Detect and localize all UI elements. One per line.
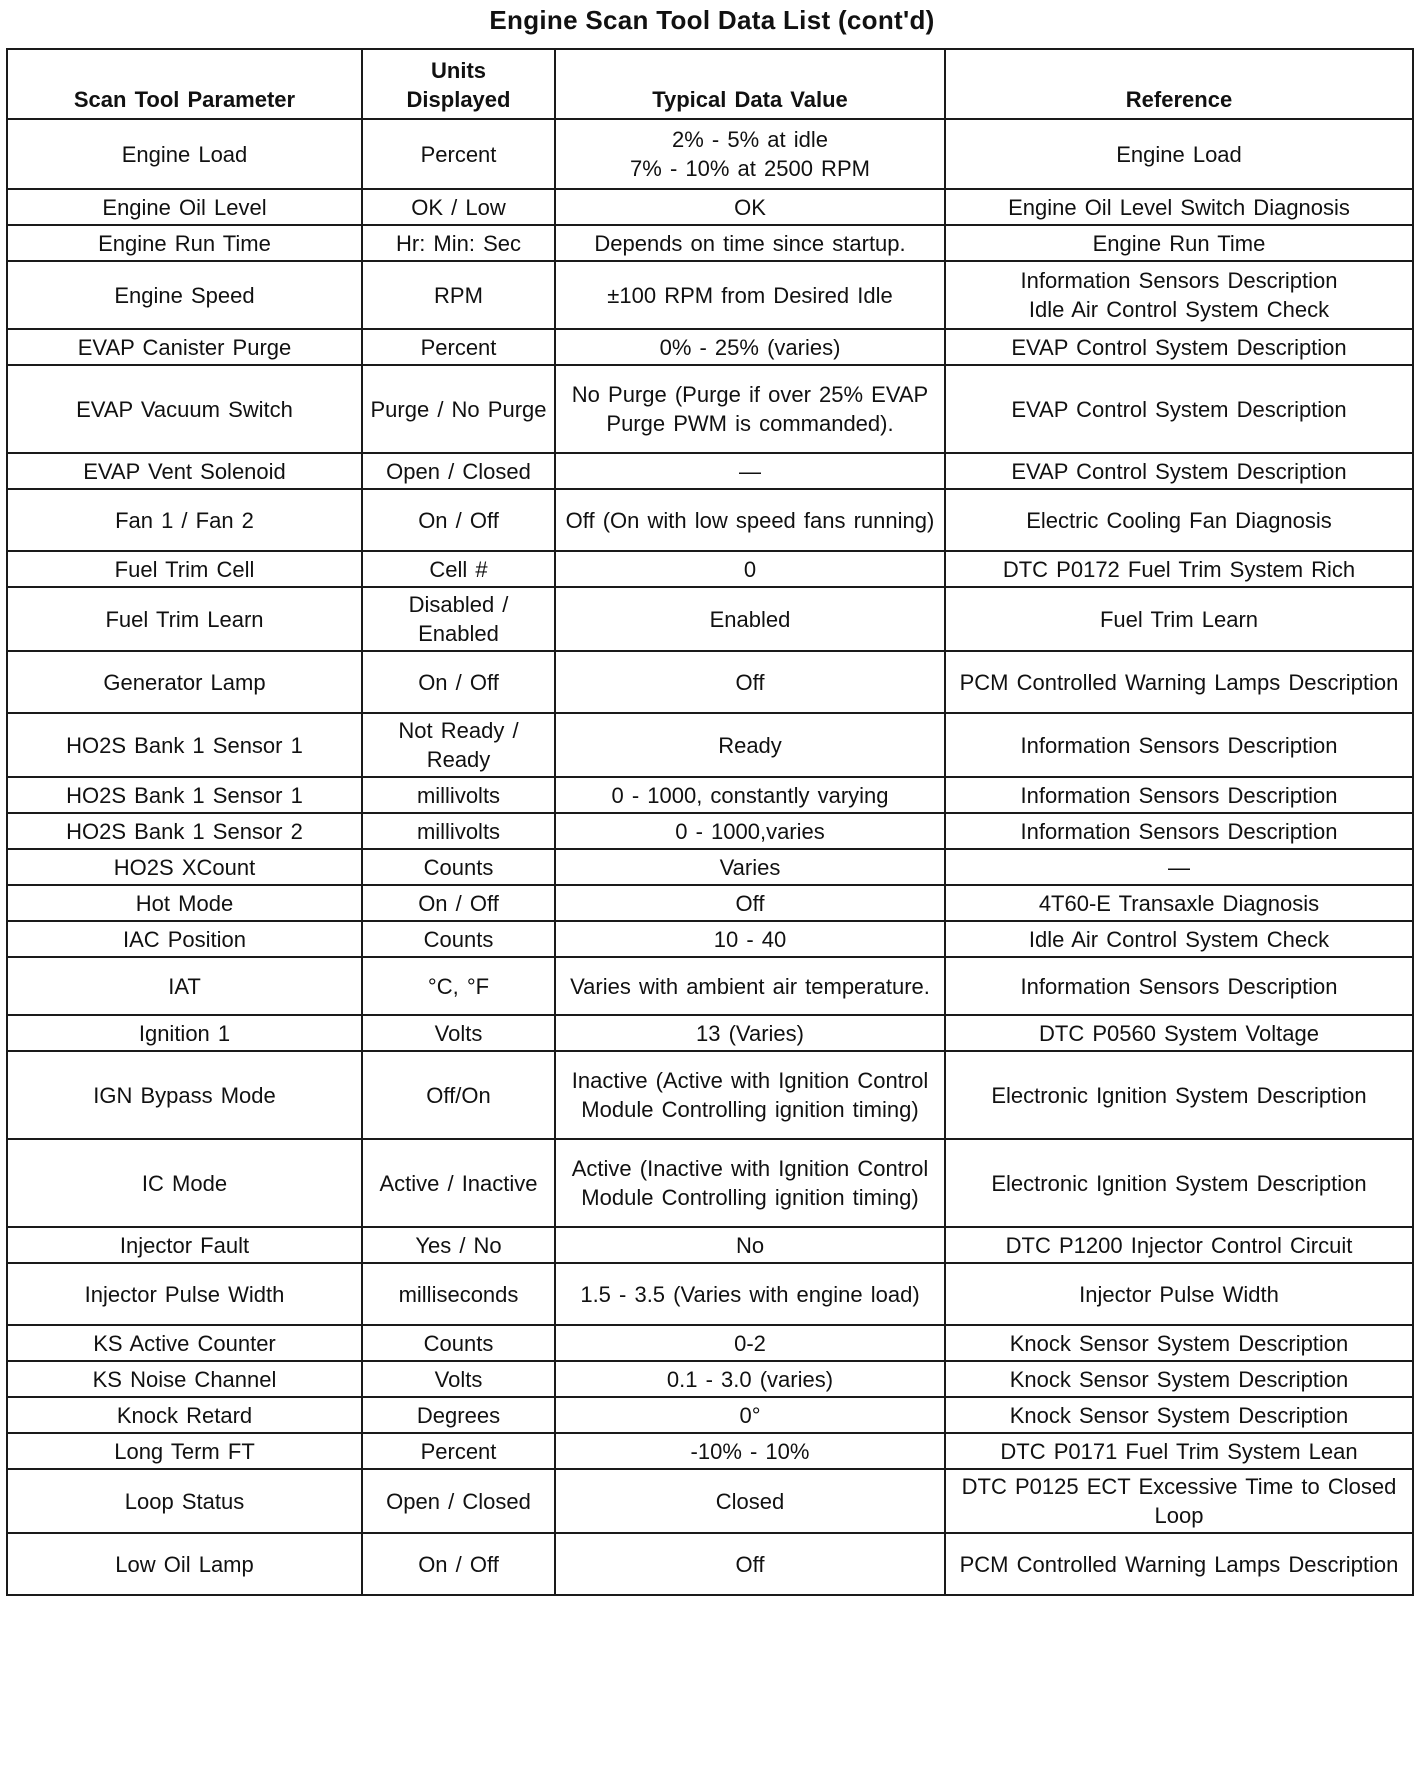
cell-reference: Engine Load	[945, 119, 1413, 189]
cell-units-displayed: On / Off	[362, 885, 555, 921]
cell-scan-tool-parameter: Engine Run Time	[7, 225, 362, 261]
scan-tool-data-table	[6, 48, 1414, 1596]
cell-reference: Information Sensors Description	[945, 957, 1413, 1015]
cell-typical-data-value: No Purge (Purge if over 25% EVAP Purge PWM is commanded).	[555, 365, 945, 453]
cell-typical-data-value: Inactive (Active with Ignition Control Module Controlling ignition timing)	[555, 1051, 945, 1139]
cell-reference: Information Sensors Description	[945, 813, 1413, 849]
cell-reference: DTC P0171 Fuel Trim System Lean	[945, 1433, 1413, 1469]
table-row	[7, 329, 1413, 365]
cell-scan-tool-parameter: Low Oil Lamp	[7, 1533, 362, 1595]
cell-reference: Injector Pulse Width	[945, 1263, 1413, 1325]
page-title: Engine Scan Tool Data List (cont'd)	[489, 5, 935, 35]
table-row	[7, 651, 1413, 713]
header-reference: Reference	[945, 49, 1413, 119]
cell-units-displayed: On / Off	[362, 489, 555, 551]
cell-scan-tool-parameter: Fan 1 / Fan 2	[7, 489, 362, 551]
cell-units-displayed: Cell #	[362, 551, 555, 587]
cell-reference: DTC P1200 Injector Control Circuit	[945, 1227, 1413, 1263]
cell-scan-tool-parameter: Knock Retard	[7, 1397, 362, 1433]
cell-typical-data-value: Varies with ambient air temperature.	[555, 957, 945, 1015]
cell-scan-tool-parameter: EVAP Vacuum Switch	[7, 365, 362, 453]
cell-typical-data-value: Off	[555, 1533, 945, 1595]
cell-typical-data-value: OK	[555, 189, 945, 225]
table-row	[7, 957, 1413, 1015]
cell-units-displayed: Yes / No	[362, 1227, 555, 1263]
cell-scan-tool-parameter: IGN Bypass Mode	[7, 1051, 362, 1139]
cell-reference: Electric Cooling Fan Diagnosis	[945, 489, 1413, 551]
cell-scan-tool-parameter: IAT	[7, 957, 362, 1015]
cell-scan-tool-parameter: KS Active Counter	[7, 1325, 362, 1361]
cell-reference: DTC P0172 Fuel Trim System Rich	[945, 551, 1413, 587]
cell-units-displayed: Counts	[362, 921, 555, 957]
table-row	[7, 1397, 1413, 1433]
cell-reference: Electronic Ignition System Description	[945, 1051, 1413, 1139]
cell-units-displayed: Active / Inactive	[362, 1139, 555, 1227]
table-row	[7, 1139, 1413, 1227]
cell-scan-tool-parameter: Hot Mode	[7, 885, 362, 921]
cell-reference: PCM Controlled Warning Lamps Description	[945, 1533, 1413, 1595]
cell-units-displayed: Volts	[362, 1361, 555, 1397]
cell-reference: Engine Oil Level Switch Diagnosis	[945, 189, 1413, 225]
cell-units-displayed: OK / Low	[362, 189, 555, 225]
cell-units-displayed: millivolts	[362, 777, 555, 813]
cell-units-displayed: Counts	[362, 849, 555, 885]
table-row	[7, 225, 1413, 261]
cell-reference: Knock Sensor System Description	[945, 1325, 1413, 1361]
table-row	[7, 849, 1413, 885]
cell-units-displayed: Counts	[362, 1325, 555, 1361]
cell-scan-tool-parameter: KS Noise Channel	[7, 1361, 362, 1397]
cell-typical-data-value: 13 (Varies)	[555, 1015, 945, 1051]
cell-typical-data-value: 0.1 - 3.0 (varies)	[555, 1361, 945, 1397]
cell-scan-tool-parameter: HO2S Bank 1 Sensor 1	[7, 713, 362, 777]
cell-typical-data-value: 0-2	[555, 1325, 945, 1361]
table-row	[7, 365, 1413, 453]
cell-units-displayed: millivolts	[362, 813, 555, 849]
cell-scan-tool-parameter: Engine Speed	[7, 261, 362, 329]
header-scan-tool-parameter: Scan Tool Parameter	[7, 49, 362, 119]
table-row	[7, 489, 1413, 551]
cell-typical-data-value: Depends on time since startup.	[555, 225, 945, 261]
table-header-row	[7, 49, 1413, 119]
table-row	[7, 119, 1413, 189]
cell-typical-data-value: 0 - 1000, constantly varying	[555, 777, 945, 813]
table-row	[7, 1469, 1413, 1533]
table-row	[7, 1325, 1413, 1361]
header-units-line1: Units	[431, 58, 486, 83]
cell-scan-tool-parameter: EVAP Vent Solenoid	[7, 453, 362, 489]
table-row	[7, 1533, 1413, 1595]
table-row	[7, 1015, 1413, 1051]
table-row	[7, 1361, 1413, 1397]
cell-units-displayed: Percent	[362, 119, 555, 189]
cell-typical-data-value: Ready	[555, 713, 945, 777]
cell-typical-data-value: 10 - 40	[555, 921, 945, 957]
cell-typical-data-value: Off	[555, 885, 945, 921]
cell-scan-tool-parameter: Fuel Trim Learn	[7, 587, 362, 651]
cell-reference: PCM Controlled Warning Lamps Description	[945, 651, 1413, 713]
cell-typical-data-value: Active (Inactive with Ignition Control Module Controlling ignition timing)	[555, 1139, 945, 1227]
cell-units-displayed: On / Off	[362, 651, 555, 713]
cell-typical-data-value: Off (On with low speed fans running)	[555, 489, 945, 551]
table-row	[7, 189, 1413, 225]
cell-scan-tool-parameter: Fuel Trim Cell	[7, 551, 362, 587]
cell-units-displayed: Degrees	[362, 1397, 555, 1433]
table-row	[7, 777, 1413, 813]
cell-reference: DTC P0125 ECT Excessive Time to Closed Loop	[945, 1469, 1413, 1533]
cell-scan-tool-parameter: Ignition 1	[7, 1015, 362, 1051]
cell-scan-tool-parameter: HO2S XCount	[7, 849, 362, 885]
table-body	[7, 119, 1413, 1595]
cell-reference-line1: Information Sensors Description	[1020, 268, 1338, 293]
cell-typical-data-value: 0°	[555, 1397, 945, 1433]
cell-units-displayed: Disabled / Enabled	[362, 587, 555, 651]
table-row	[7, 551, 1413, 587]
cell-units-displayed: Open / Closed	[362, 453, 555, 489]
table-row	[7, 1227, 1413, 1263]
table-row	[7, 1433, 1413, 1469]
cell-scan-tool-parameter: Injector Fault	[7, 1227, 362, 1263]
table-row	[7, 921, 1413, 957]
cell-units-displayed: Off/On	[362, 1051, 555, 1139]
cell-reference: Electronic Ignition System Description	[945, 1139, 1413, 1227]
header-units-displayed	[362, 49, 555, 119]
table-row	[7, 453, 1413, 489]
cell-reference: Information Sensors Description	[945, 713, 1413, 777]
cell-reference: Engine Run Time	[945, 225, 1413, 261]
cell-typical-data-value: —	[555, 453, 945, 489]
cell-units-displayed: Hr: Min: Sec	[362, 225, 555, 261]
cell-scan-tool-parameter: Engine Load	[7, 119, 362, 189]
cell-typical-data-value: 0% - 25% (varies)	[555, 329, 945, 365]
cell-scan-tool-parameter: HO2S Bank 1 Sensor 2	[7, 813, 362, 849]
cell-scan-tool-parameter: Long Term FT	[7, 1433, 362, 1469]
cell-units-displayed: Volts	[362, 1015, 555, 1051]
cell-typical-data-value: Enabled	[555, 587, 945, 651]
cell-scan-tool-parameter: Loop Status	[7, 1469, 362, 1533]
header-typical-data-value: Typical Data Value	[555, 49, 945, 119]
cell-reference: Information Sensors Description	[945, 777, 1413, 813]
table-row	[7, 261, 1413, 329]
cell-reference: —	[945, 849, 1413, 885]
cell-typical-data-value-line2: 7% - 10% at 2500 RPM	[630, 156, 870, 181]
cell-reference: Knock Sensor System Description	[945, 1361, 1413, 1397]
cell-scan-tool-parameter: EVAP Canister Purge	[7, 329, 362, 365]
cell-reference: 4T60-E Transaxle Diagnosis	[945, 885, 1413, 921]
cell-typical-data-value: 0	[555, 551, 945, 587]
cell-typical-data-value: Closed	[555, 1469, 945, 1533]
cell-reference: EVAP Control System Description	[945, 453, 1413, 489]
cell-reference: DTC P0560 System Voltage	[945, 1015, 1413, 1051]
table-row	[7, 1263, 1413, 1325]
cell-typical-data-value: 0 - 1000,varies	[555, 813, 945, 849]
cell-units-displayed: Not Ready / Ready	[362, 713, 555, 777]
table-row	[7, 1051, 1413, 1139]
cell-reference: EVAP Control System Description	[945, 329, 1413, 365]
cell-typical-data-value: 1.5 - 3.5 (Varies with engine load)	[555, 1263, 945, 1325]
table-row	[7, 587, 1413, 651]
cell-scan-tool-parameter: IC Mode	[7, 1139, 362, 1227]
cell-scan-tool-parameter: IAC Position	[7, 921, 362, 957]
cell-units-displayed: RPM	[362, 261, 555, 329]
cell-reference: Knock Sensor System Description	[945, 1397, 1413, 1433]
cell-reference-line2: Idle Air Control System Check	[1028, 297, 1330, 322]
cell-scan-tool-parameter: Engine Oil Level	[7, 189, 362, 225]
cell-units-displayed: °C, °F	[362, 957, 555, 1015]
cell-units-displayed: Purge / No Purge	[362, 365, 555, 453]
cell-units-displayed: Open / Closed	[362, 1469, 555, 1533]
cell-units-displayed: Percent	[362, 329, 555, 365]
cell-typical-data-value: -10% - 10%	[555, 1433, 945, 1469]
cell-typical-data-value-line1: 2% - 5% at idle	[672, 127, 828, 152]
cell-scan-tool-parameter: Generator Lamp	[7, 651, 362, 713]
cell-reference: Fuel Trim Learn	[945, 587, 1413, 651]
header-units-line2: Displayed	[406, 87, 511, 112]
table-row	[7, 713, 1413, 777]
cell-typical-data-value: No	[555, 1227, 945, 1263]
cell-units-displayed: On / Off	[362, 1533, 555, 1595]
cell-typical-data-value: ±100 RPM from Desired Idle	[555, 261, 945, 329]
table-row	[7, 813, 1413, 849]
cell-scan-tool-parameter: Injector Pulse Width	[7, 1263, 362, 1325]
table-row	[7, 885, 1413, 921]
cell-reference	[945, 261, 1413, 329]
cell-scan-tool-parameter: HO2S Bank 1 Sensor 1	[7, 777, 362, 813]
cell-typical-data-value	[555, 119, 945, 189]
cell-reference: EVAP Control System Description	[945, 365, 1413, 453]
cell-units-displayed: milliseconds	[362, 1263, 555, 1325]
cell-typical-data-value: Off	[555, 651, 945, 713]
cell-reference: Idle Air Control System Check	[945, 921, 1413, 957]
cell-typical-data-value: Varies	[555, 849, 945, 885]
cell-units-displayed: Percent	[362, 1433, 555, 1469]
